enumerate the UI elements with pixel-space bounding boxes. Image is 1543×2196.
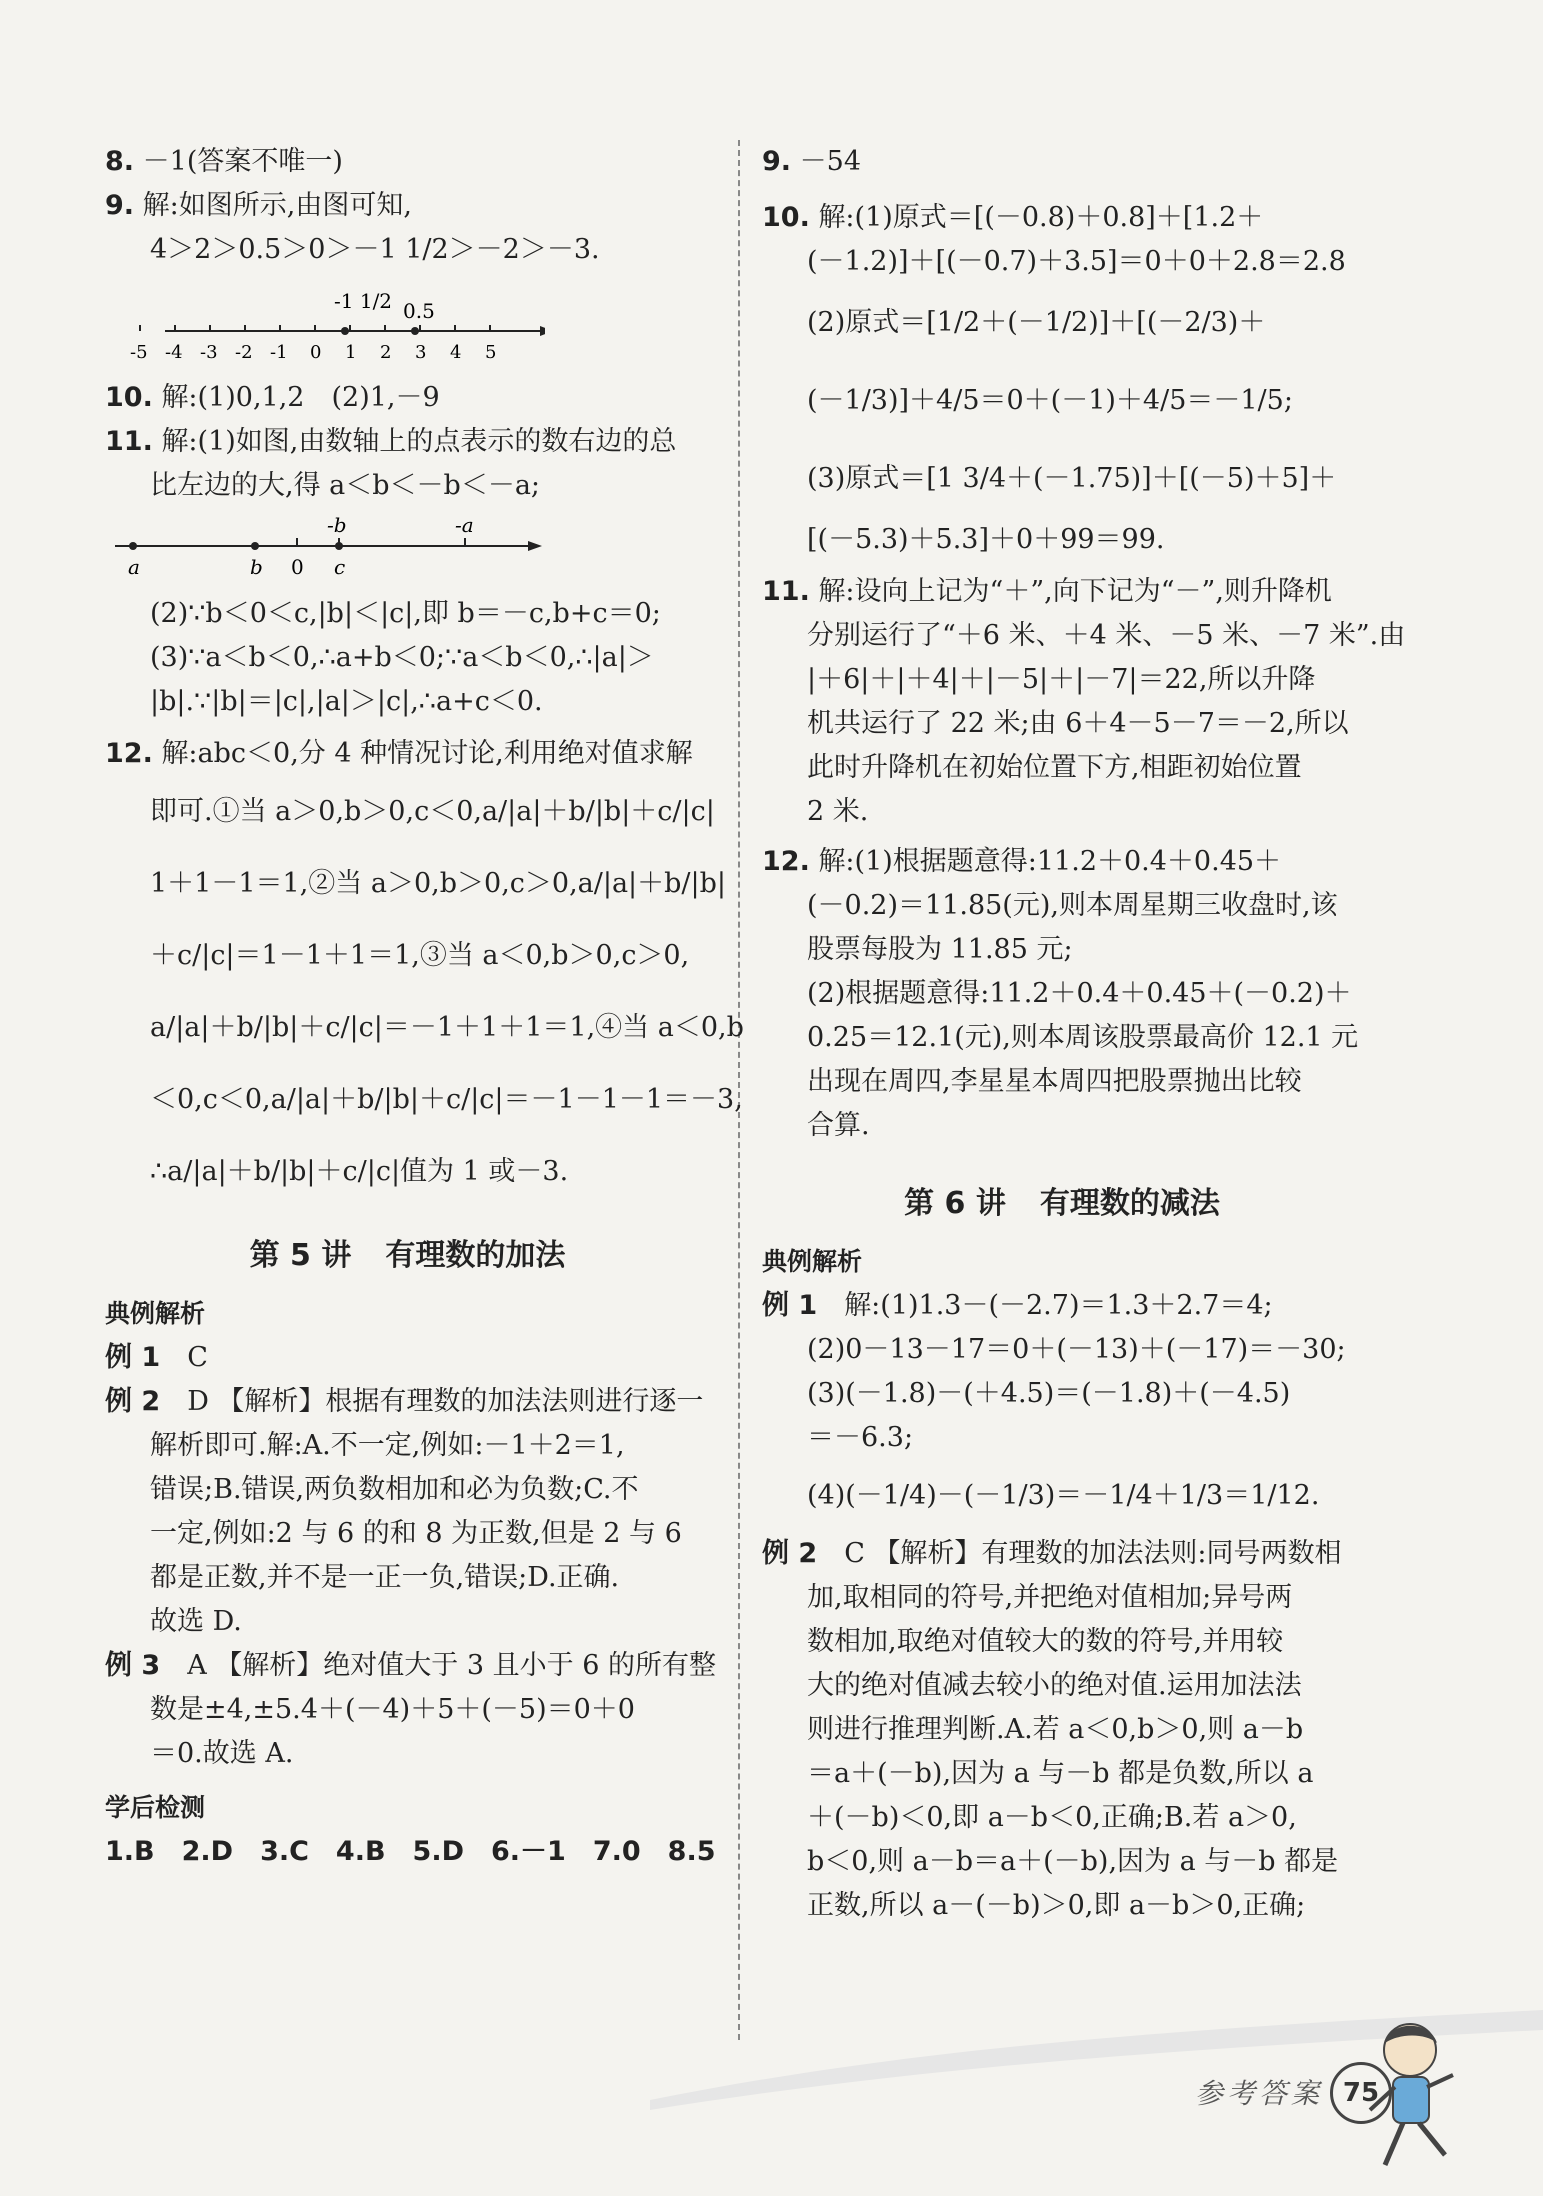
q11: 11. 解:(1)如图,由数轴上的点表示的数右边的总 bbox=[105, 426, 677, 457]
example-3-line: ＝0.故选 A. bbox=[150, 1738, 294, 1769]
r-example-1-line: (3)(－1.8)－(＋4.5)＝(－1.8)＋(－4.5) bbox=[807, 1378, 1291, 1409]
number-line-svg bbox=[105, 286, 545, 366]
example-1: 例 1 C bbox=[105, 1342, 208, 1373]
r-q10: 10. 解:(1)原式＝[(－0.8)＋0.8]＋[1.2＋ bbox=[762, 202, 1264, 233]
r-q11-line: 2 米. bbox=[807, 796, 869, 827]
r-section-examples: 典例解析 bbox=[762, 1247, 863, 1276]
nl1-label-half: 0.5 bbox=[403, 299, 435, 323]
example-2-line: 解析即可.解:A.不一定,例如:－1＋2＝1, bbox=[150, 1430, 625, 1461]
lecture-5-heading: 第 5 讲 有理数的加法 bbox=[249, 1238, 566, 1273]
r-q12-line: 股票每股为 11.85 元; bbox=[807, 934, 1073, 965]
r-q12: 12. 解:(1)根据题意得:11.2＋0.4＋0.45＋ bbox=[762, 846, 1282, 877]
nl1-tick-label: 4 bbox=[450, 342, 462, 363]
nl1-tick-label: -1 bbox=[270, 342, 288, 363]
r-q10-line: (2)原式＝[1/2＋(－1/2)]＋[(－2/3)＋ bbox=[807, 307, 1266, 338]
q11-line3: (2)∵b＜0＜c,|b|＜|c|,即 b＝－c,b+c＝0; bbox=[150, 598, 661, 629]
running-boy-mascot-icon bbox=[1355, 2015, 1465, 2185]
r-example-1: 例 1 解:(1)1.3－(－2.7)＝1.3＋2.7＝4; bbox=[762, 1290, 1273, 1321]
r-example-2-line: 则进行推理判断.A.若 a＜0,b＞0,则 a－b bbox=[807, 1714, 1304, 1745]
point-a bbox=[129, 542, 137, 550]
post-test-answers: 1.B 2.D 3.C 4.B 5.D 6.－1 7.0 8.5 bbox=[105, 1836, 716, 1867]
r-q11-line: |＋6|＋|＋4|＋|－5|＋|－7|＝22,所以升降 bbox=[807, 664, 1316, 695]
r-q12-line: 合算. bbox=[807, 1110, 870, 1141]
example-2-line: 故选 D. bbox=[150, 1606, 242, 1637]
right-column bbox=[762, 140, 1406, 1928]
r-q10-line: (－1/3)]＋4/5＝0＋(－1)＋4/5＝－1/5; bbox=[807, 385, 1293, 416]
q10: 10. 解:(1)0,1,2 (2)1,－9 bbox=[105, 382, 440, 413]
label-b: b bbox=[250, 555, 263, 579]
example-2-line: 错误;B.错误,两负数相加和必为负数;C.不 bbox=[150, 1474, 639, 1505]
r-example-2-line: b＜0,则 a－b＝a＋(－b),因为 a 与－b 都是 bbox=[807, 1846, 1339, 1877]
r-example-2-line: 加,取相同的符号,并把绝对值相加;异号两 bbox=[807, 1582, 1293, 1613]
r-example-1-line: ＝－6.3; bbox=[807, 1422, 914, 1453]
r-q11: 11. 解:设向上记为“＋”,向下记为“－”,则升降机 bbox=[762, 576, 1332, 607]
nl1-tick-label: 2 bbox=[380, 342, 392, 363]
r-example-2: 例 2 C 【解析】有理数的加法法则:同号两数相 bbox=[762, 1538, 1342, 1569]
label-0: 0 bbox=[291, 555, 304, 579]
q12-line: ∴a/|a|＋b/|b|＋c/|c|值为 1 或－3. bbox=[150, 1156, 569, 1187]
r-q9: 9. －54 bbox=[762, 146, 861, 177]
r-example-1-line: (4)(－1/4)－(－1/3)＝－1/4＋1/3＝1/12. bbox=[807, 1480, 1320, 1511]
footer-label: 参考答案 bbox=[1195, 2077, 1324, 2110]
q9-ordering: 4＞2＞0.5＞0＞－1 1/2＞－2＞－3. bbox=[150, 234, 600, 265]
number-line-2 bbox=[105, 516, 710, 586]
label-a: a bbox=[128, 555, 140, 579]
r-q10-line: (3)原式＝[1 3/4＋(－1.75)]＋[(－5)＋5]＋ bbox=[807, 463, 1337, 494]
r-example-2-line: ＝a＋(－b),因为 a 与－b 都是负数,所以 a bbox=[807, 1758, 1314, 1789]
q12-line: ＜0,c＜0,a/|a|＋b/|b|＋c/|c|＝－1－1－1＝－3, bbox=[150, 1084, 743, 1115]
q9: 9. 解:如图所示,由图可知, bbox=[105, 190, 412, 221]
example-3-line: 数是±4,±5.4＋(－4)＋5＋(－5)＝0＋0 bbox=[150, 1694, 635, 1725]
r-example-1-line: (2)0－13－17＝0＋(－13)＋(－17)＝－30; bbox=[807, 1334, 1346, 1365]
nl1-tick-label: 1 bbox=[345, 342, 357, 363]
example-2-line: 一定,例如:2 与 6 的和 8 为正数,但是 2 与 6 bbox=[150, 1518, 682, 1549]
r-q12-line: (－0.2)＝11.85(元),则本周星期三收盘时,该 bbox=[807, 890, 1338, 921]
nl1-tick-label: -2 bbox=[235, 342, 253, 363]
label-neg-b: -b bbox=[327, 516, 347, 537]
label-neg-a: -a bbox=[455, 516, 474, 537]
r-q11-line: 此时升降机在初始位置下方,相距初始位置 bbox=[807, 752, 1302, 783]
q8: 8. －1(答案不唯一) bbox=[105, 146, 343, 177]
left-column bbox=[105, 140, 744, 1874]
q12-line: 1＋1－1＝1,②当 a＞0,b＞0,c＞0,a/|a|＋b/|b| bbox=[150, 868, 727, 899]
lecture-6-heading: 第 6 讲 有理数的减法 bbox=[904, 1186, 1220, 1221]
nl1-tick-label: 5 bbox=[485, 342, 497, 363]
r-q10-line: (－1.2)]＋[(－0.7)＋3.5]＝0＋0＋2.8＝2.8 bbox=[807, 246, 1346, 277]
r-example-2-line: 大的绝对值减去较小的绝对值.运用加法法 bbox=[807, 1670, 1302, 1701]
r-q12-line: 0.25＝12.1(元),则本周该股票最高价 12.1 元 bbox=[807, 1022, 1359, 1053]
label-c: c bbox=[334, 555, 346, 579]
nl1-tick-label: -5 bbox=[130, 342, 148, 363]
number-line-1 bbox=[105, 286, 710, 366]
example-3: 例 3 A 【解析】绝对值大于 3 且小于 6 的所有整 bbox=[105, 1650, 716, 1681]
r-q12-line: 出现在周四,李星星本周四把股票抛出比较 bbox=[807, 1066, 1302, 1097]
r-q12-line: (2)根据题意得:11.2＋0.4＋0.45＋(－0.2)＋ bbox=[807, 978, 1352, 1009]
nl1-tick-label: 3 bbox=[415, 342, 427, 363]
nl1-tick-label: -3 bbox=[200, 342, 218, 363]
page-number: 75 bbox=[1330, 2062, 1392, 2124]
r-q11-line: 机共运行了 22 米;由 6＋4－5－7＝－2,所以 bbox=[807, 708, 1349, 739]
nl1-tick-label: 0 bbox=[310, 342, 322, 363]
q11-line4: (3)∵a＜b＜0,∴a+b＜0;∵a＜b＜0,∴|a|＞ bbox=[150, 642, 654, 673]
point-b bbox=[251, 542, 259, 550]
nl1-tick-label: -4 bbox=[165, 342, 183, 363]
q11-line2: 比左边的大,得 a＜b＜－b＜－a; bbox=[150, 470, 541, 501]
r-q10-line: [(－5.3)＋5.3]＋0＋99＝99. bbox=[807, 524, 1165, 555]
r-q11-line: 分别运行了“＋6 米、＋4 米、－5 米、－7 米”.由 bbox=[807, 620, 1406, 651]
r-example-2-line: 数相加,取绝对值较大的数的符号,并用较 bbox=[807, 1626, 1284, 1657]
r-example-2-line: 正数,所以 a－(－b)＞0,即 a－b＞0,正确; bbox=[807, 1890, 1306, 1921]
number-line-2-svg bbox=[105, 516, 545, 586]
nl1-point-half bbox=[411, 327, 419, 335]
q12: 12. 解:abc＜0,分 4 种情况讨论,利用绝对值求解 bbox=[105, 738, 693, 769]
r-example-2-line: ＋(－b)＜0,即 a－b＜0,正确;B.若 a＞0, bbox=[807, 1802, 1297, 1833]
q12-line: a/|a|＋b/|b|＋c/|c|＝－1＋1＋1＝1,④当 a＜0,b bbox=[150, 1012, 744, 1043]
nl1-point-neg-one-half bbox=[341, 327, 349, 335]
nl1-label-neg-one-half: -1 1/2 bbox=[334, 289, 393, 313]
q12-line: ＋c/|c|＝1－1＋1＝1,③当 a＜0,b＞0,c＞0, bbox=[150, 940, 690, 971]
section-post-test: 学后检测 bbox=[105, 1793, 206, 1822]
q11-line5: |b|.∵|b|＝|c|,|a|＞|c|,∴a+c＜0. bbox=[150, 686, 543, 717]
q12-line: 即可.①当 a＞0,b＞0,c＜0,a/|a|＋b/|b|＋c/|c| bbox=[150, 796, 715, 827]
section-examples: 典例解析 bbox=[105, 1299, 206, 1328]
example-2: 例 2 D 【解析】根据有理数的加法法则进行逐一 bbox=[105, 1386, 704, 1417]
example-2-line: 都是正数,并不是一正一负,错误;D.正确. bbox=[150, 1562, 620, 1593]
